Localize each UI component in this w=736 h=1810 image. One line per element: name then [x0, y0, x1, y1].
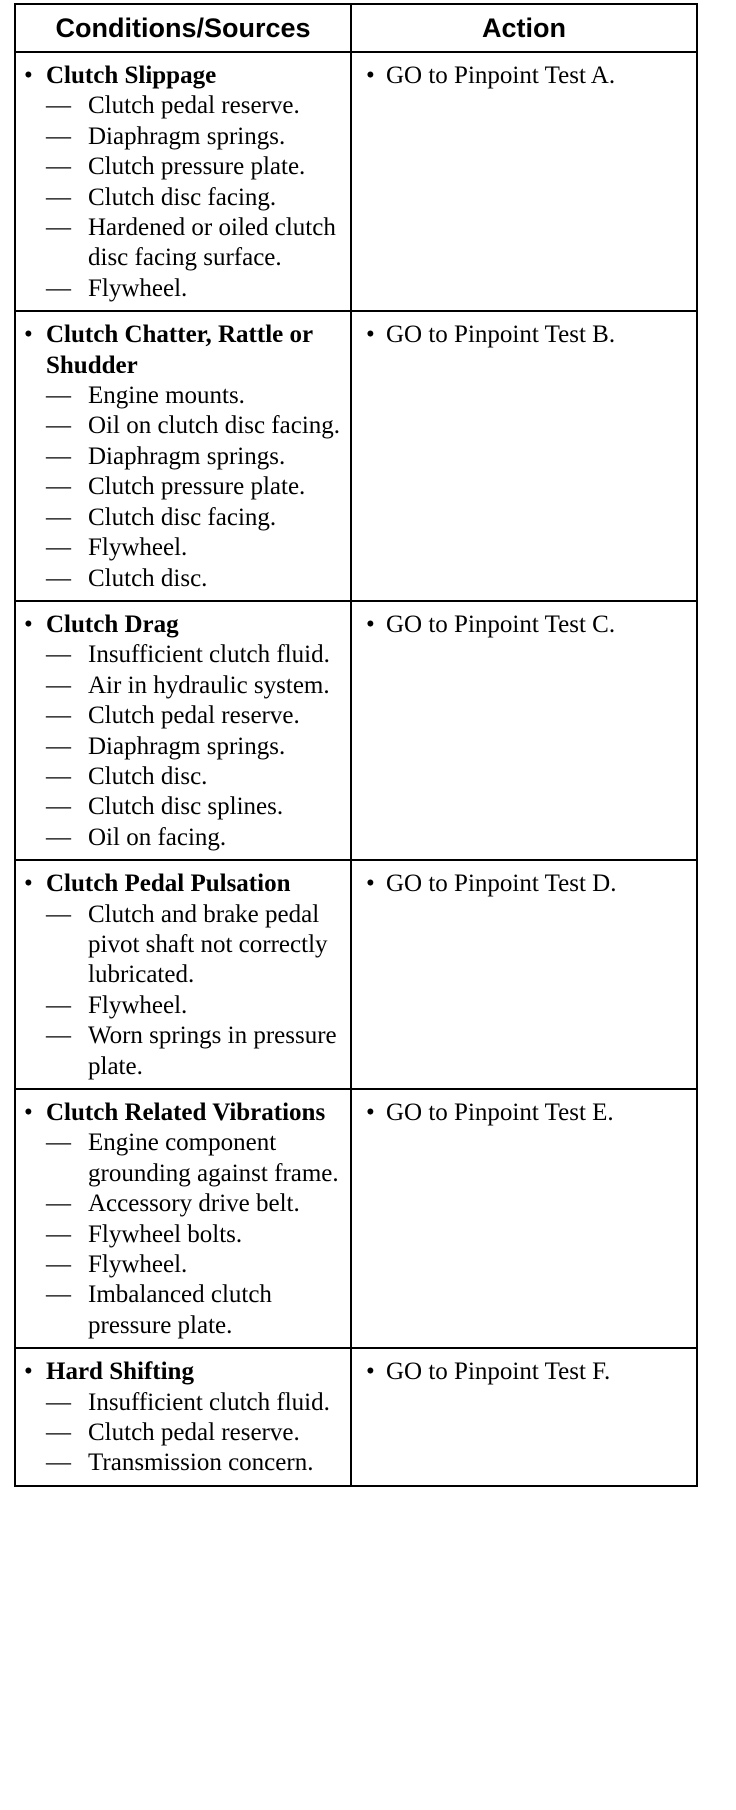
action-cell — [351, 601, 697, 860]
source-label: Engine component grounding against frame. — [88, 1129, 339, 1187]
dash-icon: — — [46, 503, 71, 531]
dash-icon: — — [46, 564, 71, 592]
condition-cell — [15, 311, 351, 601]
dash-icon: — — [46, 1419, 71, 1447]
table-row — [15, 601, 697, 860]
condition-label: Clutch Chatter, Rattle or Shudder — [46, 321, 313, 379]
table-header — [15, 4, 697, 52]
header-row — [15, 4, 697, 52]
source-item — [24, 823, 344, 853]
source-label: Flywheel. — [88, 1251, 188, 1279]
sources-list — [24, 900, 344, 1082]
source-item — [24, 701, 344, 731]
dash-icon: — — [46, 1449, 71, 1477]
bullet-icon: • — [366, 1099, 375, 1126]
bullet-icon: • — [24, 610, 33, 638]
dash-icon: — — [46, 823, 71, 851]
condition-label: Hard Shifting — [46, 1358, 194, 1386]
source-label: Diaphragm springs. — [88, 732, 286, 760]
dash-icon: — — [46, 92, 71, 120]
dash-icon: — — [46, 1220, 71, 1248]
bullet-icon: • — [24, 1099, 33, 1126]
table-row — [15, 311, 697, 601]
dash-icon: — — [46, 274, 71, 302]
source-item — [24, 732, 344, 762]
action-item — [360, 61, 690, 91]
condition-title — [24, 1357, 344, 1387]
source-item — [24, 472, 344, 502]
source-label: Clutch disc. — [88, 762, 208, 790]
source-label: Clutch disc facing. — [88, 503, 277, 531]
source-item — [24, 1448, 344, 1478]
source-label: Accessory drive belt. — [88, 1190, 300, 1218]
condition-cell — [15, 1089, 351, 1348]
dash-icon: — — [46, 641, 71, 669]
action-item — [360, 610, 690, 640]
source-label: Clutch disc. — [88, 564, 208, 592]
source-label: Clutch pedal reserve. — [88, 702, 300, 730]
condition-title — [24, 61, 344, 91]
dash-icon: — — [46, 382, 71, 410]
bullet-icon: • — [366, 62, 375, 89]
source-item — [24, 91, 344, 121]
dash-icon: — — [46, 1281, 71, 1309]
source-label: Imbalanced clutch pressure plate. — [88, 1281, 272, 1339]
conditions-sources-header: Conditions/Sources — [15, 4, 351, 52]
source-label: Flywheel. — [88, 274, 188, 302]
source-label: Flywheel bolts. — [88, 1220, 243, 1248]
dash-icon: — — [46, 1388, 71, 1416]
bullet-icon: • — [24, 62, 33, 89]
dash-icon: — — [46, 153, 71, 181]
source-label: Diaphragm springs. — [88, 442, 286, 470]
action-cell — [351, 860, 697, 1089]
source-item — [24, 1128, 344, 1189]
action-label: GO to Pinpoint Test D. — [386, 870, 617, 898]
table-row — [15, 52, 697, 311]
sources-list — [24, 1128, 344, 1341]
condition-label: Clutch Slippage — [46, 62, 217, 89]
action-label: GO to Pinpoint Test A. — [386, 62, 616, 89]
source-label: Flywheel. — [88, 534, 188, 562]
source-label: Clutch pressure plate. — [88, 153, 306, 181]
condition-cell — [15, 601, 351, 860]
condition-cell — [15, 860, 351, 1089]
bullet-icon: • — [24, 1358, 33, 1386]
dash-icon: — — [46, 702, 71, 730]
table-row — [15, 1089, 697, 1348]
sources-list — [24, 91, 344, 304]
action-cell — [351, 1348, 697, 1486]
dash-icon: — — [46, 1022, 71, 1050]
source-label: Flywheel. — [88, 991, 188, 1019]
action-item — [360, 1357, 690, 1387]
action-header: Action — [351, 4, 697, 52]
source-label: Insufficient clutch fluid. — [88, 641, 330, 669]
source-item — [24, 1388, 344, 1418]
dash-icon: — — [46, 534, 71, 562]
dash-icon: — — [46, 671, 71, 699]
dash-icon: — — [46, 442, 71, 470]
action-cell — [351, 52, 697, 311]
condition-cell — [15, 52, 351, 311]
source-label: Oil on clutch disc facing. — [88, 412, 341, 440]
source-item — [24, 564, 344, 594]
source-item — [24, 533, 344, 563]
action-label: GO to Pinpoint Test B. — [386, 321, 616, 349]
source-label: Hardened or oiled clutch disc facing surface. — [88, 214, 336, 272]
table-body — [15, 52, 697, 1486]
sources-list — [24, 1388, 344, 1479]
source-label: Clutch and brake pedal pivot shaft not correctly lubricated. — [88, 900, 328, 989]
source-item — [24, 381, 344, 411]
source-label: Worn springs in pressure plate. — [88, 1022, 337, 1080]
dash-icon: — — [46, 793, 71, 821]
dash-icon: — — [46, 473, 71, 501]
bullet-icon: • — [366, 870, 375, 898]
dash-icon: — — [46, 1251, 71, 1279]
action-item — [360, 1098, 690, 1128]
source-label: Clutch disc facing. — [88, 183, 277, 211]
source-label: Air in hydraulic system. — [88, 671, 330, 699]
dash-icon: — — [46, 122, 71, 150]
dash-icon: — — [46, 183, 71, 211]
source-item — [24, 1220, 344, 1250]
bullet-icon: • — [366, 321, 375, 349]
source-item — [24, 442, 344, 472]
source-item — [24, 274, 344, 304]
source-item — [24, 762, 344, 792]
dash-icon: — — [46, 1190, 71, 1218]
dash-icon: — — [46, 762, 71, 790]
dash-icon: — — [46, 991, 71, 1019]
source-item — [24, 503, 344, 533]
source-item — [24, 671, 344, 701]
condition-cell — [15, 1348, 351, 1486]
condition-title — [24, 1098, 344, 1128]
condition-title — [24, 320, 344, 381]
condition-label: Clutch Pedal Pulsation — [46, 870, 291, 898]
action-item — [360, 320, 690, 350]
source-item — [24, 122, 344, 152]
condition-label: Clutch Drag — [46, 610, 179, 638]
source-item — [24, 1021, 344, 1082]
source-item — [24, 1418, 344, 1448]
condition-label: Clutch Related Vibrations — [46, 1099, 326, 1126]
bullet-icon: • — [24, 321, 33, 349]
condition-title — [24, 610, 344, 640]
bullet-icon: • — [366, 1358, 375, 1386]
table-row — [15, 1348, 697, 1486]
source-item — [24, 900, 344, 991]
dash-icon: — — [46, 900, 71, 928]
source-label: Diaphragm springs. — [88, 122, 286, 150]
source-label: Oil on facing. — [88, 823, 227, 851]
source-item — [24, 640, 344, 670]
diagnosis-table — [14, 3, 698, 1487]
source-item — [24, 1280, 344, 1341]
dash-icon: — — [46, 1129, 71, 1157]
bullet-icon: • — [24, 870, 33, 898]
source-item — [24, 213, 344, 274]
source-label: Clutch disc splines. — [88, 793, 284, 821]
action-label: GO to Pinpoint Test E. — [386, 1099, 614, 1126]
dash-icon: — — [46, 214, 71, 242]
source-item — [24, 991, 344, 1021]
source-item — [24, 1250, 344, 1280]
action-item — [360, 869, 690, 899]
source-item — [24, 792, 344, 822]
source-label: Clutch pedal reserve. — [88, 1419, 300, 1447]
source-label: Engine mounts. — [88, 382, 245, 410]
dash-icon: — — [46, 732, 71, 760]
source-label: Insufficient clutch fluid. — [88, 1388, 330, 1416]
action-label: GO to Pinpoint Test F. — [386, 1358, 611, 1386]
source-label: Clutch pressure plate. — [88, 473, 306, 501]
condition-title — [24, 869, 344, 899]
table-row — [15, 860, 697, 1089]
sources-list — [24, 381, 344, 594]
source-item — [24, 411, 344, 441]
source-label: Clutch pedal reserve. — [88, 92, 300, 120]
source-item — [24, 1189, 344, 1219]
action-label: GO to Pinpoint Test C. — [386, 610, 616, 638]
action-cell — [351, 1089, 697, 1348]
sources-list — [24, 640, 344, 853]
action-cell — [351, 311, 697, 601]
dash-icon: — — [46, 412, 71, 440]
source-item — [24, 183, 344, 213]
source-label: Transmission concern. — [88, 1449, 314, 1477]
bullet-icon: • — [366, 610, 375, 638]
source-item — [24, 152, 344, 182]
